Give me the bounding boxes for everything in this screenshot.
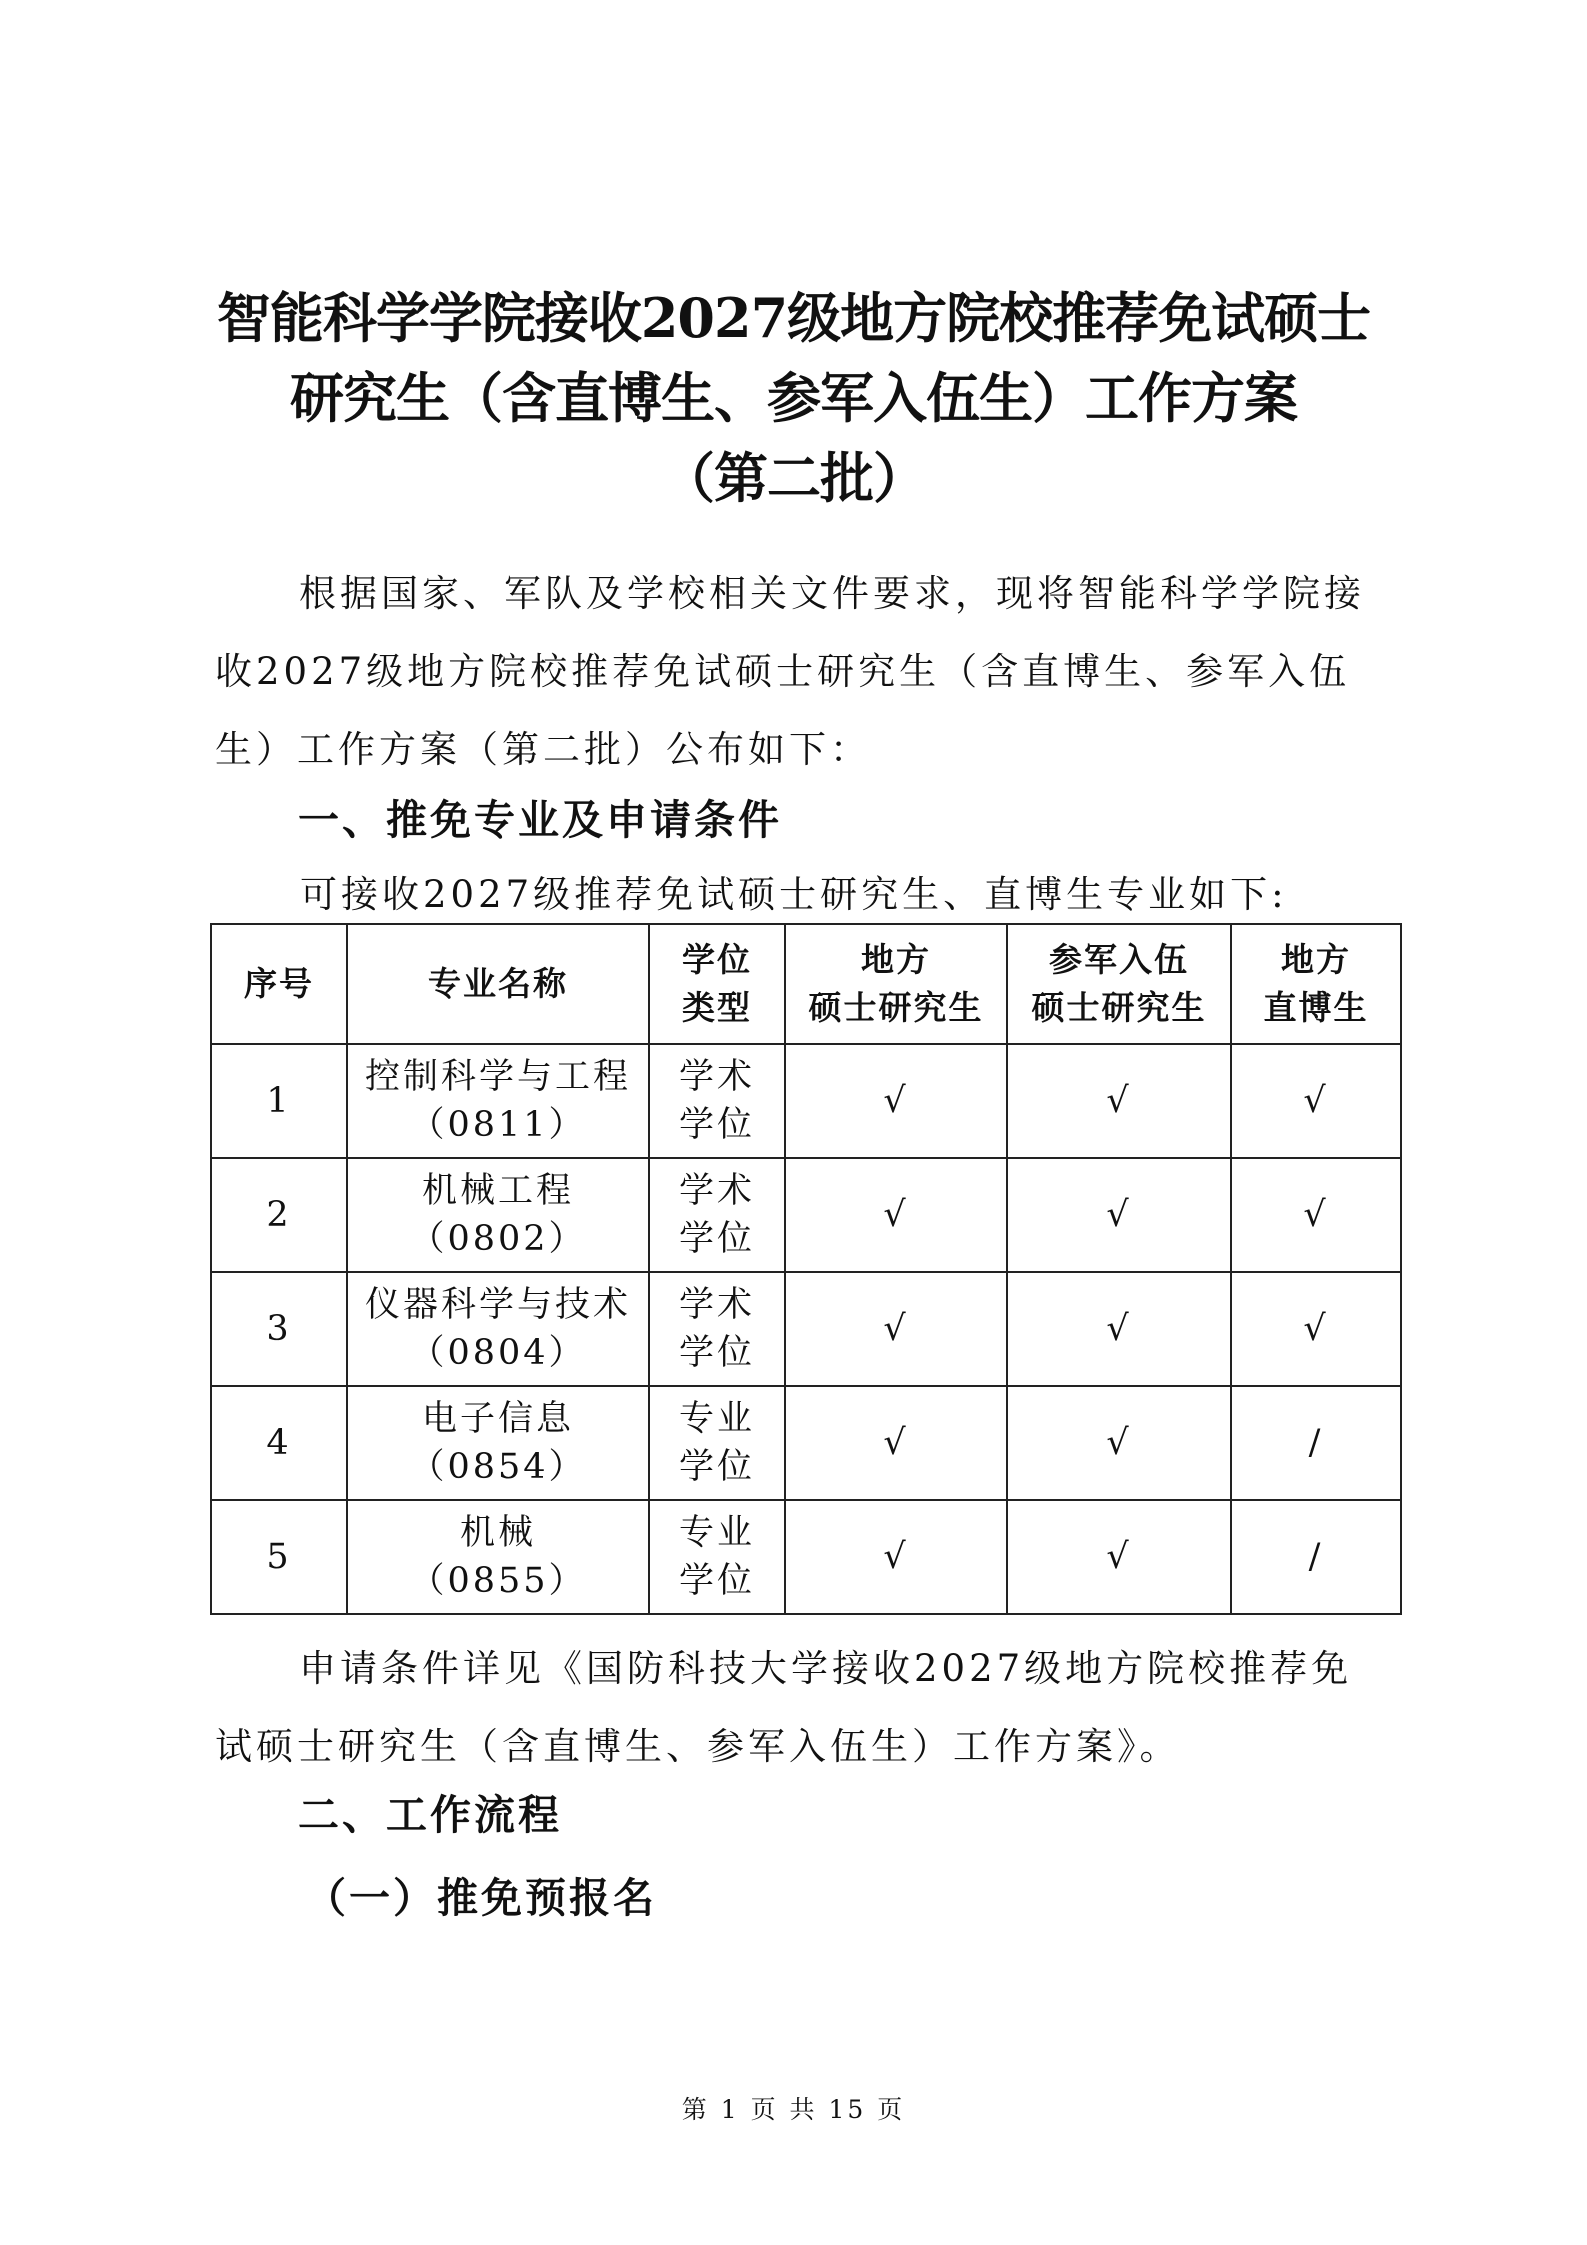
table-row (211, 1500, 1401, 1614)
row-major: 控制科学与工程 （0811） (347, 1044, 649, 1158)
row-local: √ (785, 1044, 1007, 1158)
header-local-master: 地方 硕士研究生 (785, 924, 1007, 1044)
table-row (211, 1272, 1401, 1386)
table-row (211, 1044, 1401, 1158)
row-major: 机械工程 （0802） (347, 1158, 649, 1272)
subsection-1-heading: （一）推免预报名 (305, 1874, 657, 1922)
row-local: √ (785, 1158, 1007, 1272)
table-caption: 可接收2027级推荐免试硕士研究生、直博生专业如下: (300, 873, 1288, 916)
table-header-row (211, 924, 1401, 1044)
row-army: √ (1007, 1044, 1231, 1158)
row-major: 机械 （0855） (347, 1500, 649, 1614)
row-army: √ (1007, 1272, 1231, 1386)
row-phd: √ (1231, 1044, 1401, 1158)
row-local: √ (785, 1272, 1007, 1386)
row-major: 仪器科学与技术 （0804） (347, 1272, 649, 1386)
row-phd: / (1231, 1500, 1401, 1614)
header-no: 序号 (211, 924, 347, 1044)
intro-line-1: 根据国家、军队及学校相关文件要求，现将智能科学学院接 (299, 572, 1365, 615)
intro-line-3: 生）工作方案（第二批）公布如下： (215, 728, 871, 771)
row-major: 电子信息 （0854） (347, 1386, 649, 1500)
row-army: √ (1007, 1386, 1231, 1500)
intro-paragraph (215, 555, 1395, 789)
document-title (180, 278, 1407, 518)
row-degree: 专业 学位 (649, 1500, 785, 1614)
conditions-line-1: 申请条件详见《国防科技大学接收2027级地方院校推荐免 (299, 1647, 1353, 1690)
row-phd: √ (1231, 1158, 1401, 1272)
table-row (211, 1386, 1401, 1500)
page-number: 第 1 页 共 15 页 (681, 2095, 906, 2124)
header-name: 专业名称 (347, 924, 649, 1044)
majors-table (210, 923, 1402, 1615)
row-phd: √ (1231, 1272, 1401, 1386)
row-no: 1 (211, 1044, 347, 1158)
title-line-1: 智能科学学院接收2027级地方院校推荐免试硕士 (216, 286, 1371, 350)
section-2-heading: 二、工作流程 (298, 1791, 562, 1839)
row-phd: / (1231, 1386, 1401, 1500)
header-degree: 学位 类型 (649, 924, 785, 1044)
row-degree: 专业 学位 (649, 1386, 785, 1500)
row-no: 3 (211, 1272, 347, 1386)
conditions-line-2: 试硕士研究生（含直博生、参军入伍生）工作方案》。 (215, 1725, 1181, 1768)
header-army-master: 参军入伍 硕士研究生 (1007, 924, 1231, 1044)
title-line-3: （第二批） (661, 446, 926, 510)
row-degree: 学术 学位 (649, 1044, 785, 1158)
row-degree: 学术 学位 (649, 1158, 785, 1272)
row-no: 5 (211, 1500, 347, 1614)
row-degree: 学术 学位 (649, 1272, 785, 1386)
row-no: 4 (211, 1386, 347, 1500)
row-army: √ (1007, 1500, 1231, 1614)
title-line-2: 研究生（含直博生、参军入伍生）工作方案 (290, 366, 1297, 430)
intro-line-2: 收2027级地方院校推荐免试硕士研究生（含直博生、参军入伍 (215, 650, 1351, 693)
row-local: √ (785, 1386, 1007, 1500)
conditions-paragraph (215, 1630, 1395, 1786)
row-army: √ (1007, 1158, 1231, 1272)
row-local: √ (785, 1500, 1007, 1614)
header-local-phd: 地方 直博生 (1231, 924, 1401, 1044)
row-no: 2 (211, 1158, 347, 1272)
table-row (211, 1158, 1401, 1272)
section-1-heading: 一、推免专业及申请条件 (298, 796, 782, 844)
